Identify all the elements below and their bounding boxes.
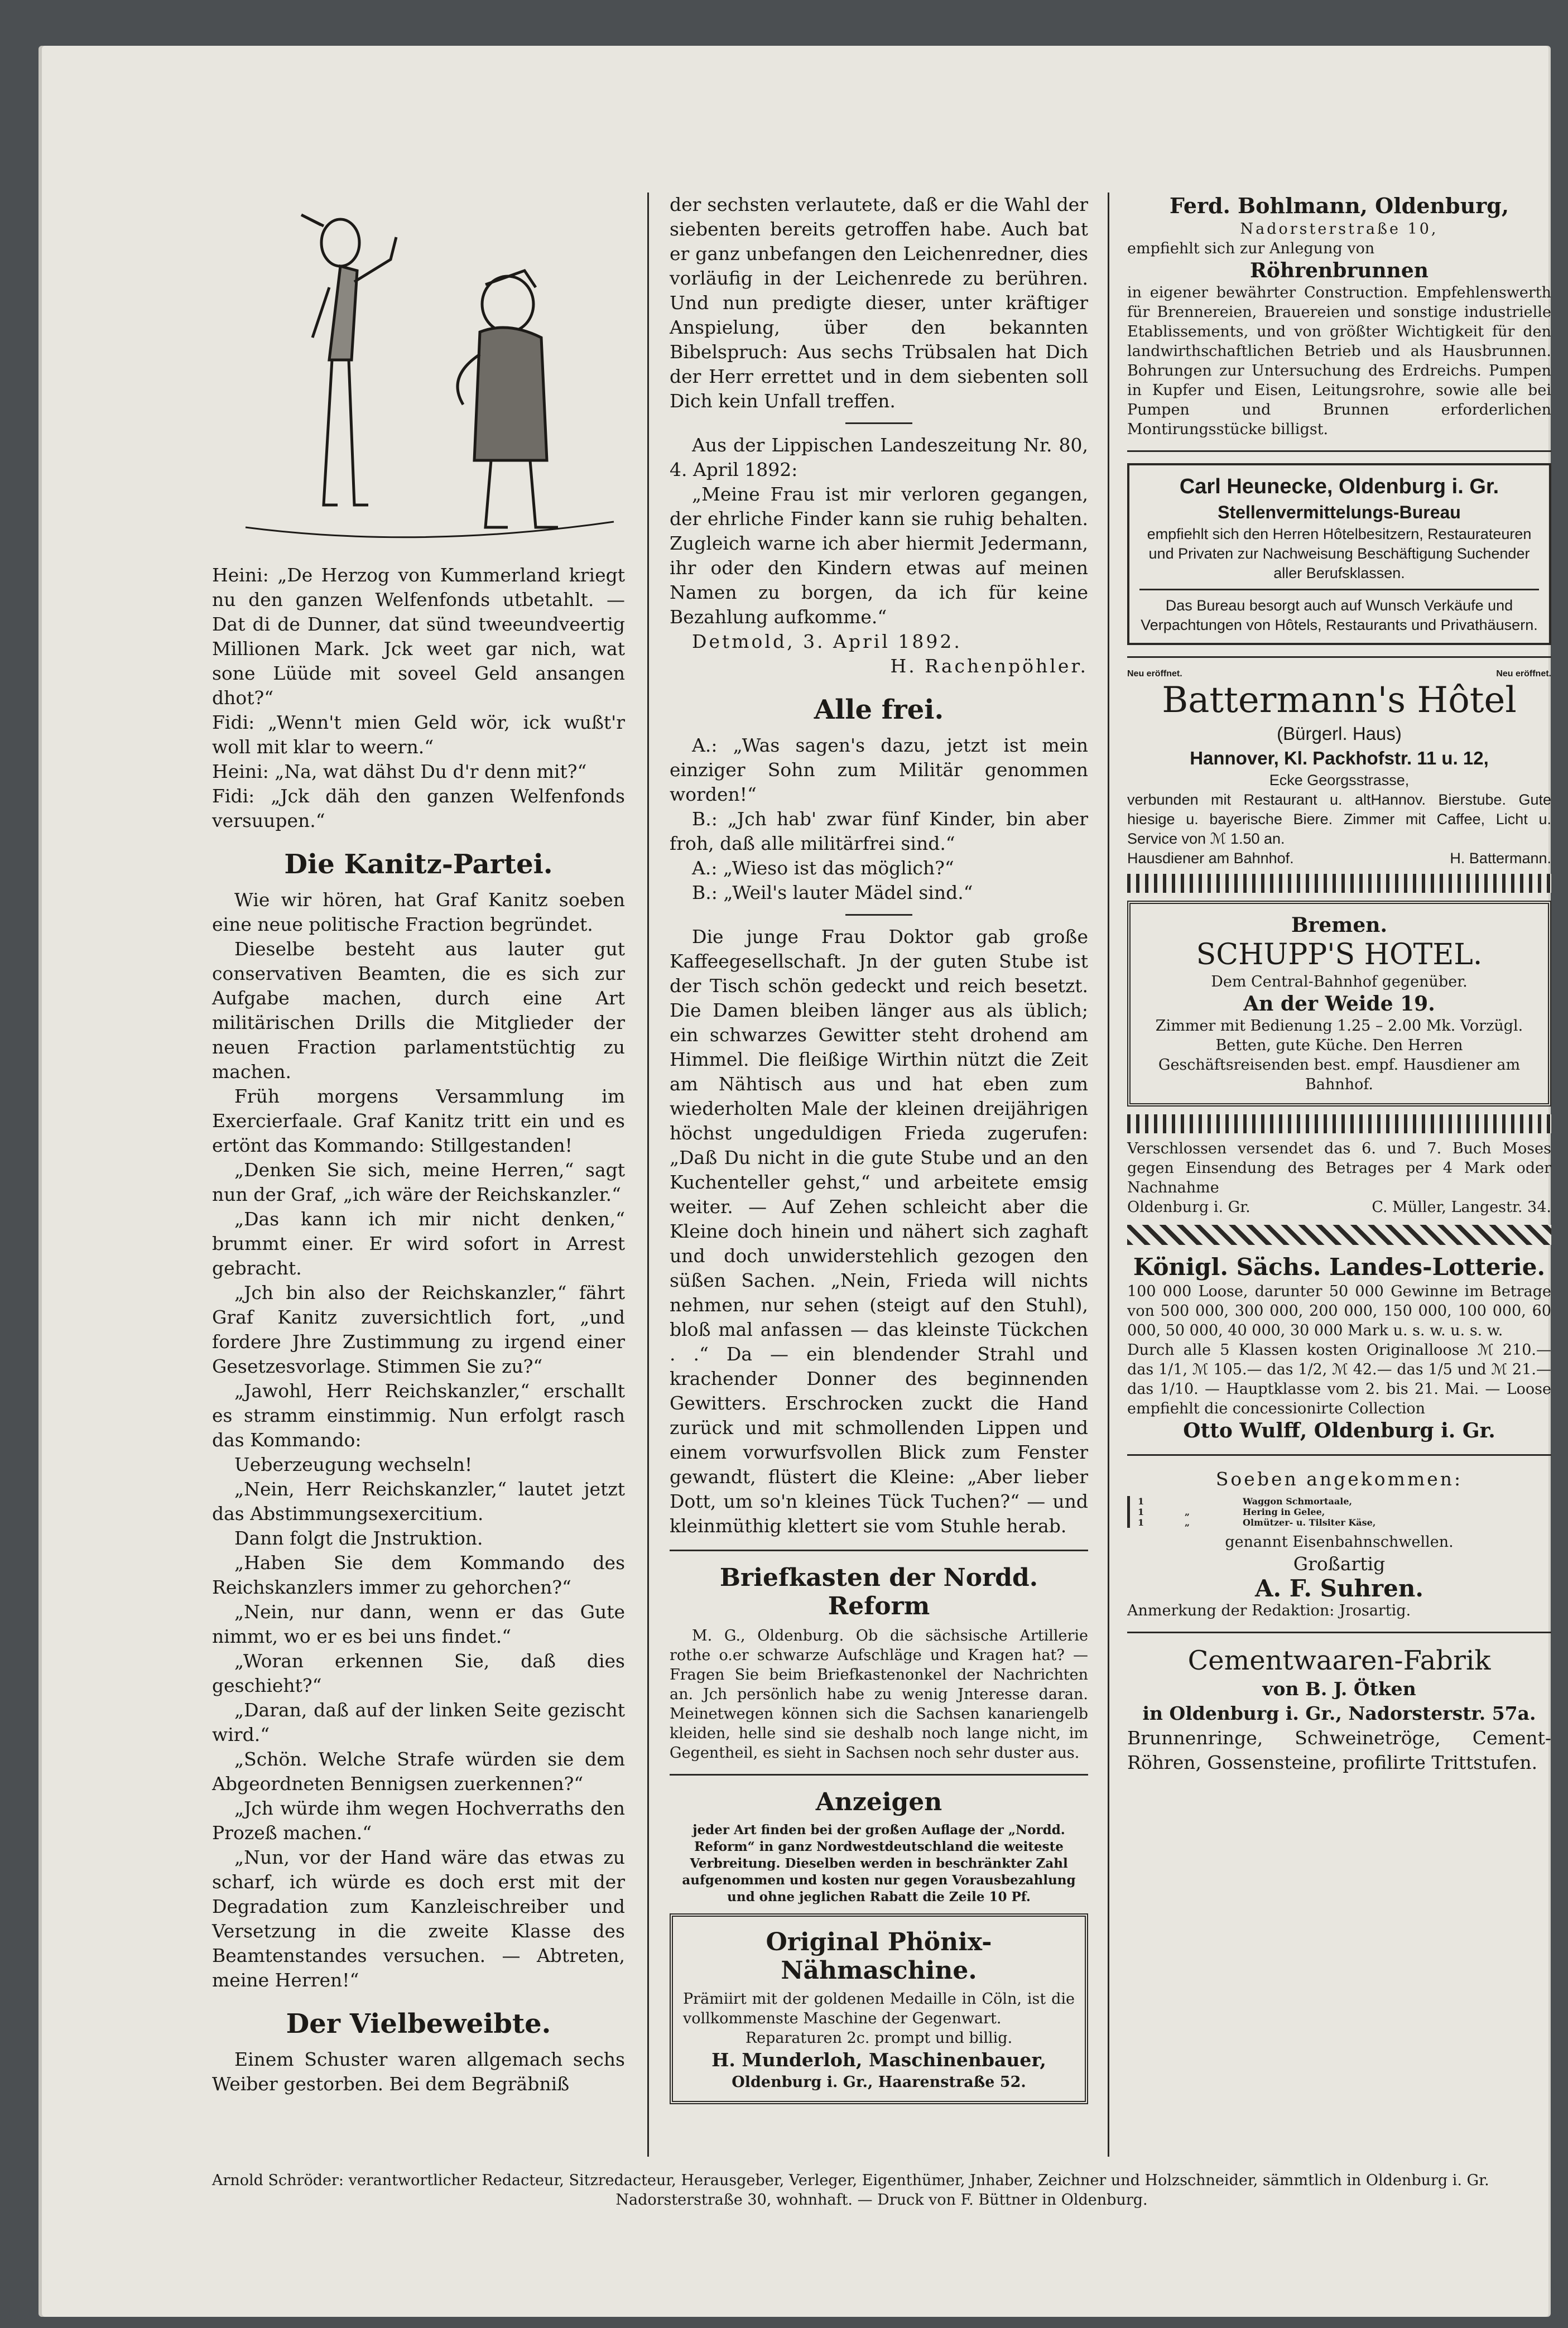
suhren-name: A. F. Suhren. — [1254, 1575, 1424, 1602]
kanitz-paragraph: „Nein, Herr Reichskanzler,“ lautet jetzt das Abstimmungsexercitium. — [212, 1478, 625, 1524]
lotterie-title: Königl. Sächs. Landes-Lotterie. — [1133, 1253, 1546, 1281]
battermann-footer-left: Hausdiener am Bahnhof. — [1127, 850, 1294, 867]
section-rule — [670, 1774, 1088, 1776]
alle-frei-heading: Alle frei. — [814, 694, 944, 725]
schupp-address: An der Weide 19. — [1243, 992, 1435, 1016]
suhren-head: Soeben angekommen: — [1215, 1468, 1463, 1490]
phoenix-title: Original Phönix-Nähmaschine. — [766, 1928, 992, 1985]
briefkasten-text: M. G., Oldenburg. Ob die sächsische Artillerie rothe o.er schwarze Aufschläge und Kragen hat? — Fragen Sie beim Briefkastenonkel der Nachrichten an. Jch persönlich habe zu wenig Jnteresse daran. Meinetwegen können sich die Sachsen kanariengelb kleiden, helle sind sie deshalb noch lange nicht, im Gegentheil, es sieht in Sachsen noch sehr duster aus. — [670, 1627, 1088, 1762]
kanitz-paragraph: „Haben Sie dem Kommando des Reichskanzlers immer zu gehorchen?“ — [212, 1552, 625, 1598]
column-2 — [670, 193, 1088, 2112]
column-3 — [1127, 193, 1551, 1775]
cement-address: in Oldenburg i. Gr., Nadorsterstr. 57a. — [1142, 1702, 1536, 1724]
lippe-place: Detmold, 3. April 1892. — [692, 631, 962, 652]
bohlmann-name: Ferd. Bohlmann, Oldenburg, — [1169, 193, 1509, 218]
vielbeweibte-continued: der sechsten verlautete, daß er die Wahl der siebenten bereits getroffen habe. Auch bat er ganz unbefangen den Leichenredner, dies vorläufig in der Leichenrede zu berühren. Und nun predigte dieser, unter kräftiger Anspielung, über den bekannten Bibelspruch: Aus sechs Trübsalen hat Dich der Herr errettet und in dem siebenten soll Dich kein Unfall treffen. — [670, 194, 1088, 412]
battermann-text: verbunden mit Restaurant u. altHannov. Bierstube. Gute hiesige u. bayerische Biere. Zimmer mit Caffee, Licht u. Service von ℳ 1.50 an. — [1127, 791, 1551, 847]
cement-von: von B. J. Ötken — [1262, 1678, 1416, 1700]
section-rule — [1127, 1454, 1551, 1456]
kanitz-paragraph: „Nun, vor der Hand wäre das etwas zu scharf, ich würde es doch erst mit der Degradation zum Kanzleischreiber und Versetzung in die zweite Klasse des Beamtenstandes versuchen. — Abtreten, meine Herren!“ — [212, 1846, 625, 1991]
verschlossen-footer — [1127, 1197, 1551, 1217]
dialogue-line: Fidi: „Jck däh den ganzen Welfenfonds versuupen.“ — [212, 785, 625, 831]
vielbeweibte-heading: Der Vielbeweibte. — [286, 2008, 551, 2040]
dialogue-line: Heini: „Na, wat dähst Du d'r denn mit?“ — [212, 761, 587, 782]
kanitz-heading: Die Kanitz-Partei. — [284, 849, 553, 880]
phoenix-text: Prämiirt mit der goldenen Medaille in Cöln, ist die vollkommenste Maschine der Gegenwart. — [683, 1990, 1075, 2027]
cement-text: Brunnenringe, Schweinetröge, Cement-Röhren, Gossensteine, profilirte Trittstufen. — [1127, 1727, 1551, 1773]
dialogue-line: B.: „Jch hab' zwar fünf Kinder, bin aber froh, daß alle militärfrei sind.“ — [670, 808, 1088, 854]
battermann-header — [1127, 669, 1551, 679]
kanitz-paragraph: Dieselbe besteht aus lauter gut conservativen Beamten, die es sich zur Aufgabe machen, durch eine Art militärischen Drills die Mitglieder der neuen Fraction parlamentstüchtig zu machen. — [212, 938, 625, 1083]
list-item: 1 „ Hering in Gelee, — [1138, 1507, 1325, 1517]
heunecke-ad — [1127, 463, 1551, 645]
lotterie-text-2: Durch alle 5 Klassen kosten Originalloose ℳ 210.— das 1/1, ℳ 105.— das 1/2, ℳ 42.— das 1/5 und ℳ 21.— das 1/10. — Hauptklasse vom 2. bis 21. Mai. — Loose empfiehlt die concessionirte Collection — [1127, 1341, 1551, 1417]
kanitz-paragraph: Wie wir hören, hat Graf Kanitz soeben eine neue politische Fraction begründet. — [212, 889, 625, 935]
kanitz-paragraph: Dann folgt die Jnstruktion. — [234, 1527, 483, 1549]
anzeigen-heading: Anzeigen — [815, 1788, 942, 1816]
verschlossen-ad: Verschlossen versendet das 6. und 7. Buch Moses gegen Einsendung des Betrages per 4 Mark oder Nachnahme — [1127, 1140, 1551, 1196]
anzeigen-text: jeder Art finden bei der großen Auflage der „Nordd. Reform“ in ganz Nordwestdeutschland die weiteste Verbreitung. Dieselben werden in beschränkter Zahl aufgenommen und kosten nur gegen Vorausbezahlung und ohne jeglichen Rabatt die Zeile 10 Pf. — [682, 1822, 1076, 1904]
lotterie-text: 100 000 Loose, darunter 50 000 Gewinne im Betrage von 500 000, 300 000, 200 000, 150 000, 100 000, 60 000, 50 000, 40 000, 30 000 Mark u. s. w. u. s. w. — [1127, 1283, 1551, 1339]
divider — [1139, 589, 1539, 590]
lotterie-sign: Otto Wulff, Oldenburg i. Gr. — [1183, 1419, 1495, 1442]
phoenix-name: H. Munderloh, Maschinenbauer, — [711, 2049, 1046, 2071]
suhren-note: genannt Eisenbahnschwellen. — [1225, 1533, 1454, 1551]
vielbeweibte-paragraph: Einem Schuster waren allgemach sechs Weiber gestorben. Bei dem Begräbniß — [212, 2048, 625, 2095]
verschlossen-city: Oldenburg i. Gr. — [1127, 1199, 1250, 1216]
list-item: 1 Waggon Schmortaale, — [1138, 1496, 1353, 1507]
battermann-footer — [1127, 849, 1551, 868]
ornamental-border — [1127, 874, 1551, 893]
verschlossen-name: C. Müller, Langestr. 34. — [1372, 1199, 1551, 1216]
section-rule — [670, 1550, 1088, 1551]
imprint-footer — [212, 2171, 1551, 2210]
frau-doktor-story: Die junge Frau Doktor gab große Kaffeegesellschaft. Jn der guten Stube ist der Tisch schön gedeckt und reich besetzt. Die Damen bleiben länger aus als üblich; ein schwarzes Gewitter steht drohend am Himmel. Die fleißige Wirthin nützt die Zeit am Nähtisch aus und hat eben zum wiederholten Male der kleinen dreijährigen höchst ungeduldigen Frieda zugerufen: „Daß Du nicht in die gute Stube und an den Kuchenteller gehst,“ und arbeitete emsig weiter. — Auf Zehen schleicht aber die Kleine doch hinein und nähert sich zaghaft und doch unwiderstehlich gezogen den süßen Sachen. „Nein, Frieda will nichts nehmen, nur sehen (steigt auf den Stuhl), bloß mal anfassen — das kleinste Tückchen . .“ Da — ein blendender Strahl und krachender Donner des beginnenden Gewitters. Erschrocken zuckt die Hand zurück und mit schmollenden Lippen und einem vorwurfsvollen Blick zum Fenster gewandt, flüstert die Kleine: „Aber lieber Dott, um so'n kleines Tück Tuchen?“ — und kleinmüthig klettert sie vom Stuhle herab. — [670, 926, 1088, 1537]
divider — [845, 422, 912, 424]
battermann-address: Hannover, Kl. Packhofstr. 11 u. 12, — [1190, 748, 1489, 768]
kanitz-paragraph: Ueberzeugung wechseln! — [234, 1454, 473, 1475]
section-rule — [1127, 1632, 1551, 1633]
bohlmann-text: in eigener bewährter Construction. Empfehlenswerth für Brennereien, Brauereien und sonstige industrielle Etablissements, und von größter Wichtigkeit für den landwirthschaftlichen Betrieb und als Hausbrunnen. Bohrungen zur Untersuchung des Erdreichs. Pumpen in Kupfer und Eisen, Leitungsrohre, sowie alle bei Pumpen und Brunnen erforderlichen Montirungsstücke billigst. — [1127, 284, 1551, 438]
kanitz-paragraph: „Schön. Welche Strafe würden sie dem Abgeordneten Bennigsen zuerkennen?“ — [212, 1748, 625, 1795]
dialogue-line: Fidi: „Wenn't mien Geld wör, ick wußt'r woll mit klar to weern.“ — [212, 711, 625, 758]
battermann-new-right: Neu eröffnet. — [1496, 669, 1551, 679]
divider — [845, 914, 912, 916]
kanitz-paragraph: „Jch würde ihm wegen Hochverraths den Prozeß machen.“ — [212, 1797, 625, 1844]
battermann-name: Battermann's Hôtel — [1162, 680, 1517, 721]
suhren-list — [1127, 1496, 1551, 1528]
column-rule-2 — [1108, 193, 1109, 2157]
battermann-ad — [1127, 669, 1551, 868]
phoenix-address: Oldenburg i. Gr., Haarenstraße 52. — [732, 2074, 1026, 2091]
ornamental-border — [1127, 1225, 1551, 1245]
kanitz-paragraph: „Daran, daß auf der linken Seite gezischt wird.“ — [212, 1699, 625, 1745]
bohlmann-ad — [1127, 193, 1551, 439]
dialogue-line: Heini: „De Herzog von Kummerland kriegt nu den ganzen Welfenfonds utbetahlt. — Dat di de Dunner, dat sünd tweeundveertig Millionen Mark. Jck weet gar nich, wat sone Lüüde mit soveel Geld ansangen dhot?“ — [212, 564, 626, 709]
kanitz-paragraph: „Jch bin also der Reichskanzler,“ fährt Graf Kanitz zuversichtlich fort, „und fordere Jhre Zustimmung zu irgend einer Gesetzesvorlage. Stimmen Sie zu?“ — [212, 1282, 625, 1377]
phoenix-ad — [670, 1913, 1088, 2104]
kanitz-paragraph: „Jawohl, Herr Reichskanzler,“ erschallt es stramm einstimmig. Nun erfolgt rasch das Kommando: — [212, 1380, 625, 1451]
battermann-footer-right: H. Battermann. — [1450, 850, 1551, 867]
lippe-intro: Aus der Lippischen Landeszeitung Nr. 80, 4. April 1892: — [670, 434, 1088, 480]
ornamental-border — [1127, 1114, 1551, 1133]
schupp-ad — [1127, 901, 1551, 1107]
list-item: 1 „ Olmützer- u. Tilsiter Käse, — [1138, 1517, 1376, 1528]
cement-title: Cementwaaren-Fabrik — [1187, 1645, 1491, 1676]
schupp-name: SCHUPP'S HOTEL. — [1196, 938, 1483, 971]
imprint-line: Arnold Schröder: verantwortlicher Redacteur, Sitzredacteur, Herausgeber, Verleger, Eigenthümer, Jnhaber, Zeichner und Holzschneider, sämmtlich in Oldenburg i. Gr. — [212, 2172, 1489, 2189]
kanitz-paragraph: „Nein, nur dann, wenn er das Gute nimmt, wo er es bei uns findet.“ — [212, 1601, 625, 1647]
section-rule — [1127, 656, 1551, 658]
bohlmann-address: Nadorsterstraße 10, — [1240, 220, 1439, 238]
imprint-line: Nadorsterstraße 30, wohnhaft. — Druck von F. Büttner in Oldenburg. — [615, 2191, 1148, 2209]
kanitz-paragraph: „Denken Sie sich, meine Herren,“ sagt nun der Graf, „ich wäre der Reichskanzler.“ — [212, 1159, 625, 1205]
schupp-city: Bremen. — [1291, 913, 1387, 937]
heunecke-name: Carl Heunecke, Oldenburg i. Gr. — [1179, 475, 1499, 498]
lippe-quote: „Meine Frau ist mir verloren gegangen, der ehrliche Finder kann sie ruhig behalten. Zugleich warne ich aber hiermit Jedermann, ihr oder den Kindern etwas auf meinen Namen zu borgen, da ich für keine Bezahlung aufkomme.“ — [670, 483, 1088, 628]
suhren-gross: Großartig — [1293, 1553, 1386, 1575]
dialogue-line: A.: „Wieso ist das möglich?“ — [692, 857, 954, 879]
kanitz-paragraph: „Das kann ich mir nicht denken,“ brummt einer. Er wird sofort in Arrest gebracht. — [212, 1208, 625, 1279]
schupp-sub: Dem Central-Bahnhof gegenüber. — [1211, 973, 1468, 990]
dialogue-line: A.: „Was sagen's dazu, jetzt ist mein einziger Sohn zum Militär genommen worden!“ — [670, 734, 1088, 805]
column-1 — [212, 193, 625, 2096]
lippe-signature: H. Rachenpöhler. — [890, 655, 1088, 677]
battermann-sub: (Bürgerl. Haus) — [1277, 723, 1402, 744]
schupp-text: Zimmer mit Bedienung 1.25 – 2.00 Mk. Vorzügl. Betten, gute Küche. Den Herren Geschäftsreisenden best. empf. Hausdiener am Bahnhof. — [1155, 1017, 1523, 1093]
suhren-annotation: Anmerkung der Redaktion: Jrosartig. — [1127, 1602, 1411, 1619]
kanitz-paragraph: „Woran erkennen Sie, daß dies geschieht?“ — [212, 1650, 625, 1696]
cartoon-illustration — [212, 193, 625, 555]
bohlmann-product: Röhrenbrunnen — [1250, 259, 1428, 282]
column-rule-1 — [647, 193, 649, 2157]
battermann-corner: Ecke Georgsstrasse, — [1269, 772, 1410, 788]
dialogue-line: B.: „Weil's lauter Mädel sind.“ — [692, 882, 973, 903]
kanitz-paragraph: Früh morgens Versammlung im Exercierfaale. Graf Kanitz tritt ein und es ertönt das Kommando: Stillgestanden! — [212, 1085, 625, 1156]
briefkasten-heading: Briefkasten der Nordd. Reform — [719, 1564, 1038, 1620]
section-rule — [1127, 450, 1551, 452]
bohlmann-line: empfiehlt sich zur Anlegung von — [1127, 240, 1375, 257]
heunecke-text: empfiehlt sich den Herren Hôtelbesitzern, Restaurateuren und Privaten zur Nachweisung Beschäftigung Suchender aller Berufsklassen. — [1147, 526, 1532, 581]
heunecke-text-2: Das Bureau besorgt auch auf Wunsch Verkäufe und Verpachtungen von Hôtels, Restaurants und Privathäusern. — [1141, 597, 1538, 633]
battermann-new-left: Neu eröffnet. — [1127, 669, 1182, 679]
phoenix-repairs: Reparaturen 2c. prompt und billig. — [745, 2029, 1013, 2047]
heunecke-title: Stellenvermittelungs-Bureau — [1218, 502, 1461, 522]
